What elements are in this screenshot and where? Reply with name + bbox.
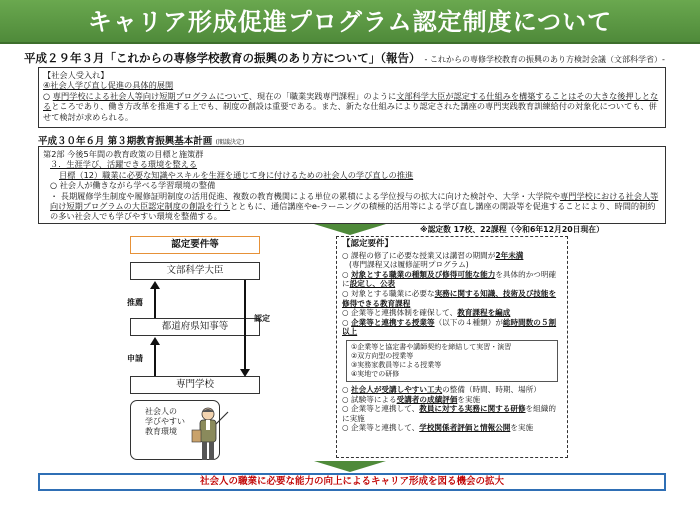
req-1-a: ○ 課程の修了に必要な授業又は講習の期間が	[342, 250, 496, 260]
req-item-1-note: (専門課程又は履修証明プログラム)	[349, 260, 469, 270]
req-4-b: 教育課程を編成	[457, 308, 511, 318]
arrow-up-icon	[150, 337, 160, 345]
req-3-a: ○ 対象とする職業に必要な	[342, 288, 435, 298]
req-9-b: 学校関係者評価と情報公開	[419, 423, 511, 433]
requirements-label: 認定要件等	[130, 236, 260, 254]
req-5-d: 総時間数の５割以上	[342, 317, 557, 337]
report-title: 平成２９年３月「これからの専修学校教育の振興のあり方について」（報告）	[24, 51, 421, 65]
req-item-4	[342, 308, 562, 318]
report-excerpt-box	[38, 67, 666, 128]
apply-line	[154, 344, 156, 376]
req-item-7	[342, 395, 562, 405]
req-item-2	[342, 270, 562, 289]
recommend-label: 推薦	[127, 298, 143, 307]
box2-line5-a: ・ 長期履修学生制度や履修証明制度の活用促進、複数の教育機関による単位の累積による学位授与の拡大に向けた検討や、大学・大学院や	[50, 190, 561, 201]
req-item-9	[342, 423, 562, 433]
class-type-3: ③実務家教員等による授業等	[351, 360, 442, 369]
recommend-line	[154, 288, 156, 318]
plan-title: 平成３０年６月 第３期教育振興基本計画	[38, 136, 213, 147]
req-5-c: （以下の４種類）が	[434, 317, 503, 327]
req-4-a: ○ 企業等と連携体制を確保して、	[342, 308, 458, 318]
plan-excerpt-box	[38, 146, 666, 224]
req-8-c: を組織的に実施	[342, 404, 556, 423]
requirements-box	[336, 236, 568, 458]
req-6-c: の整備（時間、時期、場所）	[442, 384, 541, 394]
box1-body-c: 、現在の「職業実践専門課程」のように	[248, 90, 397, 101]
certify-line	[244, 280, 246, 370]
plan-note: (閣議決定)	[215, 139, 245, 146]
req-6-a: ○	[342, 384, 352, 394]
req-3-b: 実務に関する知識、技術及び技能を修得できる教育課程	[342, 288, 557, 308]
report-source: - これからの専修学校教育の振興のあり方検討会議（文部科学省）-	[424, 55, 665, 64]
req-2-c: を具体的かつ明確に	[342, 269, 557, 289]
req-2-b: 対象とする職業の種類及び修得可能な能力	[351, 269, 496, 279]
box1-body-d: 文部科学大臣が認定する仕組みを構築することはその大きな後押しとなる	[43, 90, 659, 112]
req-9-c: を実施	[510, 423, 534, 433]
req-6-b: 社会人が受講しやすい工夫	[351, 384, 443, 394]
req-7-c: を実施	[457, 394, 481, 404]
req-7-b: 受講者の成績評価	[396, 394, 458, 404]
conclusion-banner: 社会人の職業に必要な能力の向上によるキャリア形成を図る機会の拡大	[38, 473, 666, 491]
arrow-up-icon	[150, 281, 160, 289]
adult-line1: 社会人の	[145, 407, 177, 416]
certification-count: ※認定数 17校、22課程（令和6年12月20日現在）	[420, 225, 604, 234]
down-arrow-icon	[314, 461, 386, 472]
box1-body	[43, 91, 661, 122]
requirements-heading: 【認定要件】	[342, 239, 394, 249]
plan-line	[38, 133, 538, 146]
box2-line4: ○ 社会人が働きながら学べる学習環境の整備	[50, 180, 216, 191]
school-node: 専門学校	[130, 376, 260, 394]
apply-label: 申請	[127, 354, 143, 363]
req-2-a: ○	[342, 269, 352, 279]
req-item-1	[342, 251, 562, 261]
req-8-b: 教員に対する実務に関する研修	[419, 404, 526, 414]
box1-body-e: ところであり、働き方改革を推進する上でも、制度の創設は重要である。また、新たな仕組みにより認定された講座の専門実践教育訓練給付の対象化についても、併せて検討が求められる。	[43, 101, 657, 122]
minister-node: 文部科学大臣	[130, 262, 260, 280]
req-7-a: ○ 試験等による	[342, 394, 397, 404]
class-type-4: ④実地での研修	[351, 369, 400, 378]
class-types-box	[346, 340, 558, 382]
adult-line3: 教育環境	[145, 427, 177, 436]
class-type-2: ②双方向型の授業等	[351, 351, 414, 360]
req-5-b: 企業等と連携する授業等	[351, 317, 435, 327]
box2-line5-c: とともに、通信講座やe-ラーニングの積極的活用等による学び直し講座の開設等を促進することにより、時間的制約の多い社会人でも学びやすい環境を整備する。	[50, 201, 656, 222]
box2-line1: 第2部 今後5年間の教育政策の目標と施策群	[43, 149, 204, 159]
box1-item-title: ④社会人学び直し促進の具体的展開	[43, 80, 174, 91]
report-line	[24, 50, 694, 66]
class-type-1: ①企業等と協定書や講師契約を締結して実習・演習	[351, 342, 512, 351]
req-2-d: 設定し、公表	[349, 279, 396, 289]
req-item-8	[342, 404, 562, 423]
arrow-down-icon	[240, 369, 250, 377]
req-8-a: ○ 企業等と連携して、	[342, 404, 420, 414]
req-1-b: 2年未満	[495, 250, 524, 260]
down-arrow-icon	[314, 224, 386, 235]
req-item-3	[342, 289, 562, 308]
box1-heading: 【社会人受入れ】	[43, 70, 109, 80]
box2-line5-b: 専門学校における社会人等向け短期プログラムの大臣認定制度の創設を行う	[50, 190, 659, 212]
box2-line3: 目標（12）職業に必要な知識やスキルを生涯を通じて身に付けるための社会人の学び直しの推進	[59, 169, 414, 180]
req-item-6	[342, 385, 562, 395]
req-item-5	[342, 318, 562, 337]
box1-bullet: ○	[43, 90, 53, 101]
teacher-illustration-icon	[190, 404, 232, 466]
adult-line2: 学びやすい	[145, 417, 185, 426]
governor-node: 都道府県知事等	[130, 318, 260, 336]
box1-body-b: 専門学校による社会人等向け短期プログラムについて	[52, 90, 249, 101]
req-9-a: ○ 企業等と連携して、	[342, 423, 420, 433]
box2-line2: ３．生涯学び、活躍できる環境を整える	[50, 159, 198, 170]
page-title: キャリア形成促進プログラム認定制度について	[0, 0, 700, 44]
certify-label: 認定	[254, 314, 270, 323]
box2-line5	[43, 191, 661, 222]
req-5-a: ○	[342, 317, 352, 327]
